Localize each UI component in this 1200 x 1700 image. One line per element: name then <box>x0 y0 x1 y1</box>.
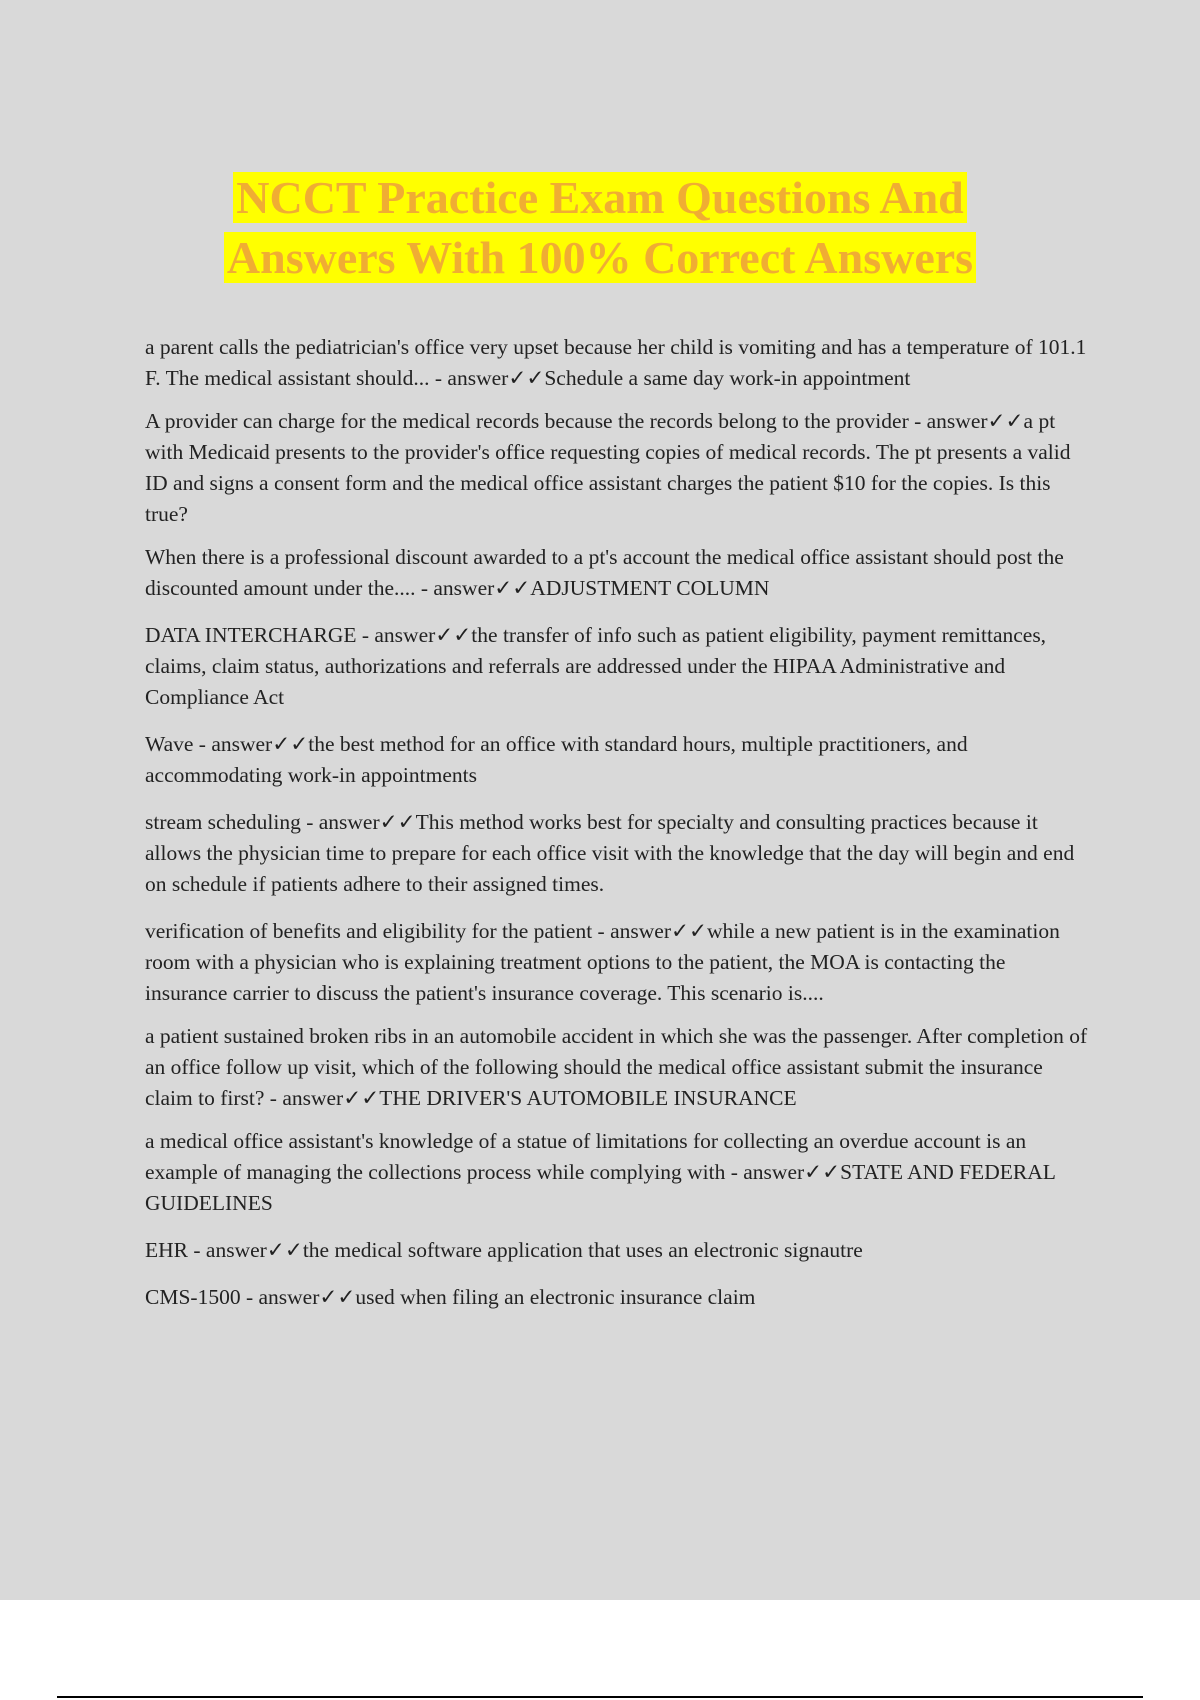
qa-item: stream scheduling - answer✓✓This method works best for specialty and consulting practices because it allows the physician time to prepare for each office visit with the knowledge that the day will begin and end on schedule if patients adhere to their assigned times. <box>145 810 1075 896</box>
title-line-1: NCCT Practice Exam Questions And <box>233 172 967 223</box>
qa-item: DATA INTERCHARGE - answer✓✓the transfer of info such as patient eligibility, payment remittances, claims, claim status, authorizations and referrals are addressed under the HIPAA Administrative and Compliance Act <box>145 623 1047 709</box>
qa-item: a medical office assistant's knowledge of a statue of limitations for collecting an overdue account is an example of managing the collections process while complying with - answer✓✓STATE AND FEDERAL GUIDELINES <box>145 1129 1056 1215</box>
qa-item: A provider can charge for the medical records because the records belong to the provider - answer✓✓a pt with Medicaid presents to the provider's office requesting copies of medical records. The pt presents a valid ID and signs a consent form and the medical office assistant charges the patient $10 for the copies. Is this true? <box>145 409 1071 526</box>
qa-item: a parent calls the pediatrician's office very upset because her child is vomiting and has a temperature of 101.1 F. The medical assistant should... - answer✓✓Schedule a same day work-in appointment <box>145 335 1087 390</box>
qa-item: a patient sustained broken ribs in an automobile accident in which she was the passenger. After completion of an office follow up visit, which of the following should the medical office assistant submit the insurance claim to first? - answer✓✓THE DRIVER'S AUTOMOBILE INSURANCE <box>145 1024 1088 1110</box>
qa-list <box>145 332 1090 1325</box>
qa-item: When there is a professional discount awarded to a pt's account the medical office assistant should post the discounted amount under the.... - answer✓✓ADJUSTMENT COLUMN <box>145 545 1064 600</box>
document-title <box>0 168 1200 288</box>
page-bottom-rule <box>57 1696 1143 1698</box>
qa-item: CMS-1500 - answer✓✓used when filing an electronic insurance claim <box>145 1285 756 1309</box>
title-line-2: Answers With 100% Correct Answers <box>224 232 976 283</box>
qa-item: verification of benefits and eligibility for the patient - answer✓✓while a new patient is in the examination room with a physician who is explaining treatment options to the patient, the MOA is contacting the insurance carrier to discuss the patient's insurance coverage. This scenario is.... <box>145 919 1060 1005</box>
qa-item: Wave - answer✓✓the best method for an office with standard hours, multiple practitioners, and accommodating work-in appointments <box>145 732 968 787</box>
qa-item: EHR - answer✓✓the medical software application that uses an electronic signautre <box>145 1238 863 1262</box>
